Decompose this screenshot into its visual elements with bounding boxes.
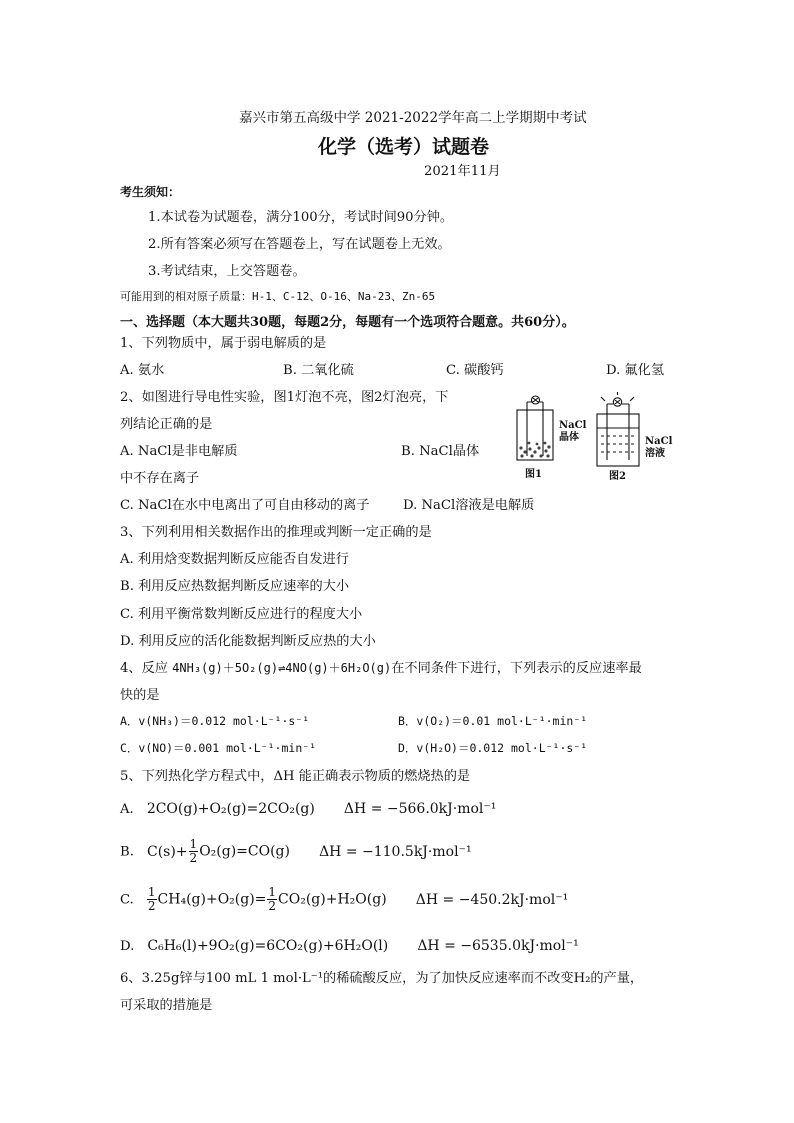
q5-option-a <box>120 800 496 816</box>
q5-option-a-label: A. <box>120 802 134 817</box>
q2-option-b: B. NaCl晶体 <box>401 444 480 459</box>
q1-option-c: C. 碳酸钙 <box>446 363 504 378</box>
q5-option-c-fraction2: $\frac{1}{2}$ <box>268 885 277 913</box>
q5-option-b <box>120 838 472 864</box>
conductivity-figure <box>505 392 685 484</box>
q4-option-c: C．v(NO)＝0.001 mol·L⁻¹·min⁻¹ <box>120 741 317 755</box>
q6-stem-line1: 6、3.25g锌与100 mL 1 mol·L⁻¹的稀硫酸反应，为了加快反应速率而不改变H₂的产量， <box>120 971 644 986</box>
fig2-label-1: NaCl <box>645 436 673 447</box>
q5-option-d <box>120 937 579 953</box>
q5-option-b-fraction: $\frac{1}{2}$ <box>189 837 198 865</box>
q3-option-c: C. 利用平衡常数判断反应进行的程度大小 <box>120 607 363 622</box>
q3-option-b: B. 利用反应热数据判断反应速率的大小 <box>120 579 350 594</box>
q4-stem-suffix: 在不同条件下进行，下列表示的反应速率最 <box>391 661 642 676</box>
q5-option-c-dh: ΔH = −450.2kJ·mol⁻¹ <box>415 891 569 908</box>
q2-option-d: D. NaCl溶液是电解质 <box>403 498 535 513</box>
figure1-crystals <box>519 442 550 458</box>
q4-option-d: D．v(H₂O)＝0.012 mol·L⁻¹·s⁻¹ <box>398 741 588 755</box>
notice-item-3: 3.考试结束，上交答题卷。 <box>148 264 306 279</box>
q5-stem: 5、下列热化学方程式中，ΔH 能正确表示物质的燃烧热的是 <box>120 769 471 784</box>
q5-option-a-equation: 2CO(g)+O₂(g)=2CO₂(g) <box>146 801 315 817</box>
q2-option-a: A. NaCl是非电解质 <box>120 444 238 459</box>
figure2-apparatus <box>597 392 639 466</box>
figure1-apparatus <box>517 396 553 460</box>
q1-option-d: D. 氟化氢 <box>606 363 665 378</box>
q5-option-c <box>120 886 568 912</box>
notice-item-2: 2.所有答案必须写在答题卷上，写在试题卷上无效。 <box>148 237 451 252</box>
q4-option-a: A．v(NH₃)＝0.012 mol·L⁻¹·s⁻¹ <box>120 714 310 728</box>
q3-option-d: D. 利用反应的活化能数据判断反应热的大小 <box>120 634 376 649</box>
q2-stem-line2: 列结论正确的是 <box>120 417 213 432</box>
q5-option-b-label: B. <box>120 844 134 860</box>
fig2-label-2: 溶液 <box>645 448 665 459</box>
q1-option-b: B. 二氧化硫 <box>283 363 354 378</box>
fig1-label-1: NaCl <box>559 420 587 431</box>
notice-heading: 考生须知： <box>120 185 181 199</box>
q5-option-c-eq-part2: CO₂(g)+H₂O(g) <box>278 891 387 908</box>
fig1-label-2: 晶体 <box>559 432 579 443</box>
q5-option-b-eq-part2: O₂(g)=CO(g) <box>199 843 290 860</box>
exam-date: 2021年11月 <box>424 164 501 179</box>
q3-stem: 3、下列利用相关数据作出的推理或判断一定正确的是 <box>120 525 432 540</box>
notice-item-1: 1.本试卷为试题卷，满分100分，考试时间90分钟。 <box>148 210 454 225</box>
q2-stem-line1: 2、如图进行导电性实验，图1灯泡不亮，图2灯泡亮，下 <box>120 390 449 405</box>
q4-equation: 4NH₃(g)＋5O₂(g)⇌4NO(g)＋6H₂O(g) <box>172 661 392 675</box>
q3-option-a: A. 利用焓变数据判断反应能否自发进行 <box>120 552 349 567</box>
q5-option-d-equation: C₆H₆(l)+9O₂(g)=6CO₂(g)+6H₂O(l) <box>147 938 389 954</box>
q5-option-a-dh: ΔH = −566.0kJ·mol⁻¹ <box>343 801 497 817</box>
fig2-caption: 图2 <box>609 471 626 482</box>
q4-stem-prefix: 4、反应 <box>120 661 173 676</box>
fig1-caption: 图1 <box>525 469 542 480</box>
section-heading: 一、选择题（本大题共30题，每题2分，每题有一个选项符合题意。共60分）。 <box>120 315 575 330</box>
q4-stem-line2: 快的是 <box>120 688 160 703</box>
page-title: 化学（选考）试题卷 <box>318 136 490 158</box>
conductivity-diagram <box>505 392 685 484</box>
q5-option-d-dh: ΔH = −6535.0kJ·mol⁻¹ <box>417 938 579 954</box>
q2-option-b-cont: 中不存在离子 <box>120 471 200 486</box>
q5-option-d-label: D. <box>120 939 135 954</box>
q1-option-a: A. 氨水 <box>120 363 165 378</box>
q5-option-c-fraction1: $\frac{1}{2}$ <box>147 885 156 913</box>
q4-stem-line1 <box>120 662 642 675</box>
school-line: 嘉兴市第五高级中学 2021-2022学年高二上学期期中考试 <box>239 110 587 126</box>
atomic-masses: 可能用到的相对原子质量：H-1、C-12、O-16、Na-23、Zn-65 <box>120 290 436 303</box>
q2-option-c: C. NaCl在水中电离出了可自由移动的离子 <box>120 498 370 513</box>
q1-stem: 1、下列物质中，属于弱电解质的是 <box>120 336 327 351</box>
q5-option-b-dh: ΔH = −110.5kJ·mol⁻¹ <box>319 843 472 860</box>
q6-stem-line2: 可采取的措施是 <box>120 998 213 1013</box>
q5-option-b-eq-part1: C(s)+ <box>146 843 188 860</box>
q5-option-c-eq-part1: CH₄(g)+O₂(g)= <box>157 891 267 908</box>
q4-option-b: B．v(O₂)＝0.01 mol·L⁻¹·min⁻¹ <box>398 714 588 728</box>
q5-option-c-label: C. <box>120 892 134 908</box>
